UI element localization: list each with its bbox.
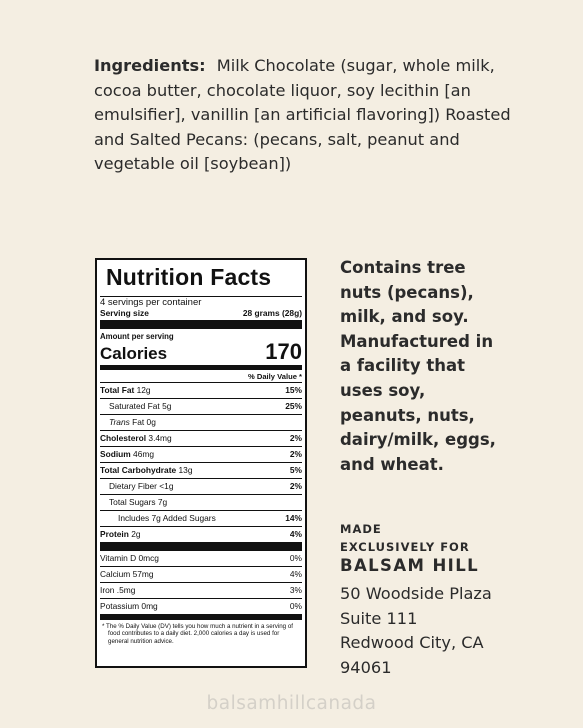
- calories-row: [100, 341, 302, 363]
- address-line-4: 94061: [340, 657, 392, 677]
- nutrient-row-added-sugars: Includes 7g Added Sugars 14%: [100, 510, 302, 526]
- serving-size-label: Serving size: [100, 308, 149, 318]
- vitamin-row-potassium: Potassium 0mg 0%: [100, 598, 302, 614]
- nutrient-row-trans-fat: Trans Fat 0g: [100, 414, 302, 430]
- company-name: BALSAM HILL: [340, 556, 480, 575]
- ingredients-text: Milk Chocolate (sugar, whole milk, cocoa butter, chocolate liquor, soy lecithin [an emulsifier], vanillin [an artificial flavoring]) Roasted and Salted Pecans: (pecans, salt, peanut and vegetable oil [soybean]): [94, 56, 511, 173]
- daily-value-footnote: * The % Daily Value (DV) tells you how much a nutrient in a serving of food contributes to a daily diet. 2,000 calories a day is used for general nutrition advice.: [100, 619, 302, 645]
- divider-medium: [100, 365, 302, 370]
- watermark: balsamhillcanada: [206, 693, 377, 714]
- nutrient-row-cholesterol: Cholesterol 3.4mg 2%: [100, 430, 302, 446]
- ingredients-statement: [94, 54, 514, 177]
- calories-label: Calories: [100, 344, 168, 363]
- made-label-line1: MADE: [340, 522, 382, 536]
- nutrient-row-saturated-fat: Saturated Fat 5g 25%: [100, 398, 302, 414]
- ingredients-label: Ingredients:: [94, 56, 206, 75]
- nutrition-facts-panel: [95, 258, 307, 668]
- vitamin-row-iron: Iron .5mg 3%: [100, 582, 302, 598]
- nutrient-row-total-carbohydrate: Total Carbohydrate 13g 5%: [100, 462, 302, 478]
- nutrient-row-total-sugars: Total Sugars 7g: [100, 494, 302, 510]
- nutrition-facts-title: Nutrition Facts: [106, 264, 272, 290]
- vitamin-row-vitamin-d: Vitamin D 0mcg 0%: [100, 553, 302, 563]
- amount-per-serving: Amount per serving: [100, 332, 174, 341]
- vitamin-row-calcium: Calcium 57mg 4%: [100, 566, 302, 582]
- servings-per-container: 4 servings per container: [100, 297, 202, 308]
- divider-thick-vitamins: [100, 542, 302, 551]
- nutrient-row-total-fat: Total Fat 12g 15%: [100, 382, 302, 398]
- made-for-label: [340, 520, 540, 556]
- address-line-1: 50 Woodside Plaza: [340, 584, 492, 603]
- company-address: [340, 582, 560, 680]
- allergen-statement: Contains tree nuts (pecans), milk, and soy. Manufactured in a facility that uses soy, peanuts, nuts, dairy/milk, eggs, and wheat.: [340, 258, 496, 474]
- address-line-3: Redwood City, CA: [340, 633, 484, 652]
- nutrient-row-dietary-fiber: Dietary Fiber <1g 2%: [100, 478, 302, 494]
- nutrient-row-protein: Protein 2g 4%: [100, 526, 302, 542]
- daily-value-header: % Daily Value *: [247, 372, 302, 381]
- serving-size-row: [100, 308, 302, 318]
- made-label-line2: EXCLUSIVELY FOR: [340, 540, 470, 554]
- serving-size-value: 28 grams (28g): [242, 308, 302, 318]
- address-line-2: Suite 111: [340, 608, 418, 628]
- calories-value: 170: [265, 339, 302, 364]
- nutrient-row-sodium: Sodium 46mg 2%: [100, 446, 302, 462]
- divider-thick: [100, 320, 302, 329]
